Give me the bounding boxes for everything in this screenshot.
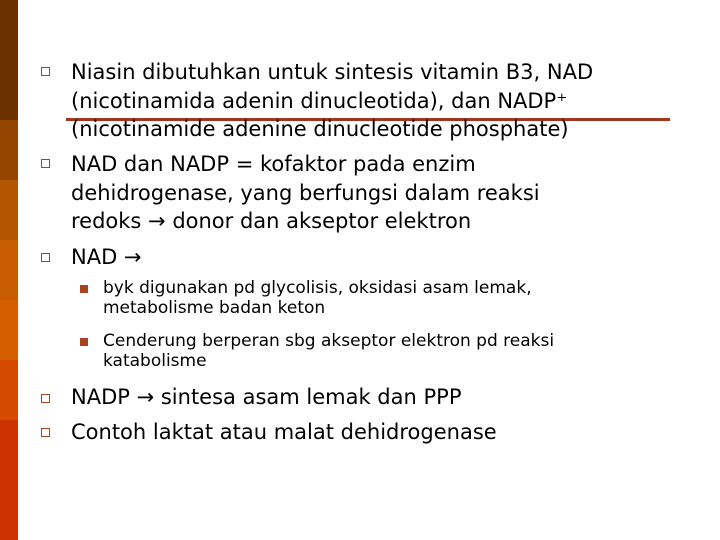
bullet-line: NADP → sintesa asam lemak dan PPP [71,385,462,409]
bullet-line: (nicotinamida adenin dinucleotida), dan NADP⁺ [71,88,568,113]
sub-bullet-line: katabolisme [103,351,207,371]
bullet-text [71,383,461,412]
sub-bullet-line: metabolisme badan keton [103,298,326,318]
bullet-square-icon [41,428,50,437]
bullet-text [71,418,497,447]
bullet-line: (nicotinamide adenine dinucleotide phosphate) [71,117,569,141]
sub-bullet-line: byk digunakan pd glycolisis, oksidasi asam lemak, [103,278,532,298]
bullet-square-icon [41,67,50,76]
bullet-text [71,58,593,144]
sub-bullet-square-icon [80,338,88,346]
bullet-line: redoks → donor dan akseptor elektron [71,209,472,233]
bullet-line: NAD → [71,245,142,269]
bullet-line: Niasin dibutuhkan untuk sintesis vitamin B3, NAD [71,60,594,84]
sub-bullet-square-icon [80,285,88,293]
bullet-line: NAD dan NADP = kofaktor pada enzim [71,152,476,176]
bullet-line: dehidrogenase, yang berfungsi dalam reaksi [71,180,540,205]
bullet-square-icon [41,159,50,168]
bullet-text [71,150,540,236]
bullet-square-icon [41,253,50,262]
sub-bullet-text [103,278,532,318]
bullet-line: Contoh laktat atau malat dehidrogenase [71,420,497,444]
bullet-text [71,243,142,272]
bullet-square-icon [41,394,50,403]
sub-bullet-text [103,331,554,371]
sub-bullet-line: Cenderung berperan sbg akseptor elektron pd reaksi [103,331,555,351]
